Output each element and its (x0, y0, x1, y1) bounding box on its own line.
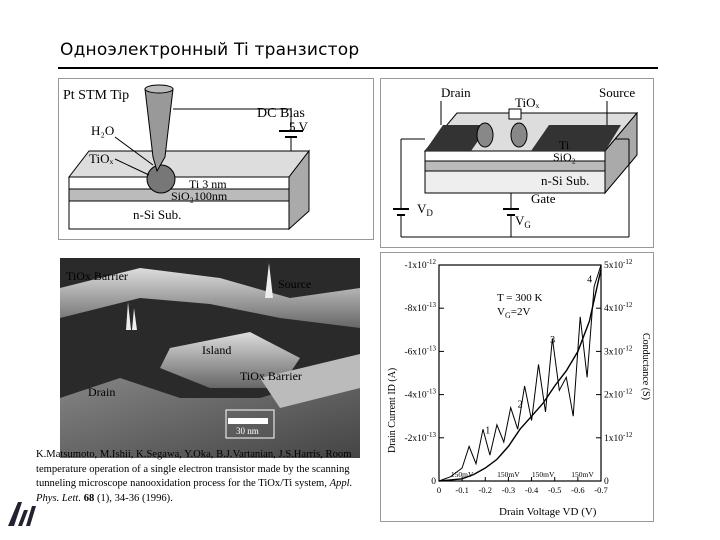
slide-title: Одноэлектронный Ti транзистор (60, 40, 360, 60)
afm-image-svg (60, 258, 360, 458)
y-left-tick-label: $-1x10^{-12}$ (404, 258, 436, 271)
substrate-label: n-Si Sub. (133, 207, 182, 222)
stm-diagram-svg (59, 79, 373, 239)
y-right-axis-label: Conductance (S) (640, 333, 651, 400)
tiox-barrier-bottom-label: TiOx Barrier (240, 369, 302, 383)
step-width-label: 150mV (531, 470, 555, 479)
y-right-tick-label: $4x10^{-12}$ (604, 301, 633, 315)
x-tick-label: 0 (436, 485, 442, 495)
x-tick-label: -0.7 (594, 485, 608, 495)
tiox-label: TiOₓ (89, 151, 114, 166)
y-left-tick-label: $-6x10^{-13}$ (404, 344, 436, 358)
citation-volume: 68 (83, 492, 95, 504)
ti-label: Ti (559, 138, 570, 152)
citation-authors: K.Matsumoto, M.Ishii, K.Segawa, Y.Oka, B.J.Vartanian, J.S.Harris, Room temperature operation of a single electron transistor made by the scanning tunneling microscope nanooxidation process for the TiOx/Ti system, (36, 449, 352, 490)
scale-label: 30 nm (236, 426, 259, 436)
stm-tip-label: Pt STM Tip (63, 88, 130, 103)
sio2-layer-label: SiO₂100nm (171, 189, 228, 203)
y-left-tick-label: $-2x10^{-13}$ (404, 430, 436, 444)
citation (36, 448, 372, 506)
title-underline (58, 67, 658, 69)
step-width-label: 150mV (450, 470, 474, 479)
citation-journal: Appl. Phys. Lett. (36, 478, 353, 504)
vg-label: $V_G$ (515, 213, 531, 230)
bias-value-label: 5 V (289, 119, 308, 134)
peak-number-label: 3 (550, 334, 556, 346)
x-tick-label: -0.5 (547, 485, 562, 495)
iv-chart-svg (381, 253, 653, 521)
y-left-axis-label: Drain Current ID (A) (387, 367, 398, 453)
y-left-tick-label: 0 (431, 477, 436, 487)
x-tick-label: -0.2 (478, 485, 493, 495)
y-left-tick-label: $-8x10^{-13}$ (404, 301, 436, 315)
peak-number-label: 1 (485, 425, 491, 437)
gate-label: Gate (531, 191, 556, 206)
vg-annotation: $V_G=2V$ (497, 306, 531, 320)
y-right-tick-label: $1x10^{-12}$ (604, 430, 633, 444)
tiox-barrier-top-label: TiOx Barrier (66, 269, 128, 283)
x-tick-label: -0.4 (524, 485, 539, 495)
y-right-tick-label: $5x10^{-12}$ (604, 258, 633, 271)
x-tick-label: -0.1 (455, 485, 469, 495)
iv-chart (380, 252, 654, 522)
peak-number-label: 2 (517, 399, 523, 411)
sio2-label: SiO₂ (553, 150, 576, 164)
y-right-tick-label: 0 (604, 477, 609, 487)
temperature-annotation: T = 300 K (497, 292, 543, 304)
afm-image (60, 258, 360, 458)
x-axis-label: Drain Voltage VD (V) (499, 506, 597, 518)
vd-label: $V_D$ (417, 201, 433, 218)
dc-bias-label: DC Bias (257, 106, 305, 121)
ti-layer-label: Ti 3 nm (189, 177, 227, 191)
y-right-tick-label: $2x10^{-12}$ (604, 387, 633, 401)
substrate-label: n-Si Sub. (541, 173, 590, 188)
institute-logo-icon (6, 496, 40, 530)
stm-diagram (58, 78, 374, 240)
citation-pages: (1), 34-36 (1996). (96, 492, 173, 504)
x-tick-label: -0.3 (501, 485, 516, 495)
tiox-label: TiOₓ (515, 95, 540, 110)
drain-label: Drain (441, 85, 471, 100)
x-tick-label: -0.6 (571, 485, 585, 495)
island-label: Island (202, 343, 232, 357)
step-width-label: 150mV (571, 470, 594, 479)
device-diagram (380, 78, 654, 248)
drain-label: Drain (88, 385, 116, 399)
water-label: H₂O (91, 123, 115, 138)
peak-number-label: 4 (587, 274, 593, 286)
y-left-tick-label: $-4x10^{-13}$ (404, 387, 436, 401)
device-diagram-svg (381, 79, 653, 247)
step-width-label: 150mV (497, 470, 520, 479)
source-label: Source (278, 277, 312, 291)
source-label: Source (599, 85, 636, 100)
y-right-tick-label: $3x10^{-12}$ (604, 344, 633, 358)
